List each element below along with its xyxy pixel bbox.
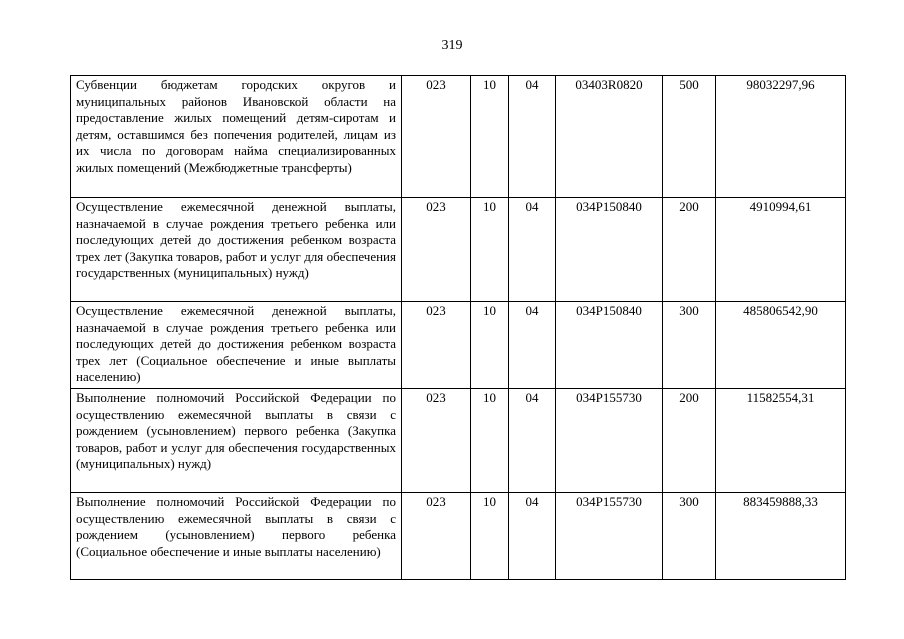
subsection-code: 04 [509,198,556,302]
row-description: Осуществление ежемесячной денежной выплаты, назначаемой в случае рождения третьего ребенка или последующих детей до достижения ребенком возраста трех лет (Социальное обеспечение и иные выплаты населению) [71,302,402,389]
amount-value: 485806542,90 [716,302,846,389]
expense-type-code: 200 [663,389,716,493]
ministry-code: 023 [402,389,471,493]
target-article-code: 034P150840 [556,302,663,389]
amount-value: 4910994,61 [716,198,846,302]
row-description: Выполнение полномочий Российской Федерации по осуществлению ежемесячной выплаты в связи с рождением (усыновлением) первого ребенка (Закупка товаров, работ и услуг для обеспечения государственных (муниципальных) нужд) [71,389,402,493]
amount-value: 883459888,33 [716,493,846,580]
target-article-code: 034P150840 [556,198,663,302]
ministry-code: 023 [402,198,471,302]
row-description: Осуществление ежемесячной денежной выплаты, назначаемой в случае рождения третьего ребенка или последующих детей до достижения ребенком возраста трех лет (Закупка товаров, работ и услуг для обеспечения государственных (муниципальных) нужд) [71,198,402,302]
subsection-code: 04 [509,76,556,198]
table-row [71,76,846,198]
page-number: 319 [441,38,463,53]
expense-type-code: 200 [663,198,716,302]
section-code: 10 [471,76,509,198]
ministry-code: 023 [402,493,471,580]
expense-type-code: 500 [663,76,716,198]
amount-value: 98032297,96 [716,76,846,198]
target-article-code: 03403R0820 [556,76,663,198]
table-row [71,493,846,580]
subsection-code: 04 [509,302,556,389]
target-article-code: 034P155730 [556,389,663,493]
budget-table [70,75,846,580]
ministry-code: 023 [402,76,471,198]
section-code: 10 [471,389,509,493]
target-article-code: 034P155730 [556,493,663,580]
table-row [71,302,846,389]
expense-type-code: 300 [663,302,716,389]
row-description: Выполнение полномочий Российской Федерации по осуществлению ежемесячной выплаты в связи с рождением (усыновлением) первого ребенка (Социальное обеспечение и иные выплаты населению) [71,493,402,580]
table-row [71,389,846,493]
section-code: 10 [471,198,509,302]
amount-value: 11582554,31 [716,389,846,493]
subsection-code: 04 [509,493,556,580]
section-code: 10 [471,493,509,580]
expense-type-code: 300 [663,493,716,580]
subsection-code: 04 [509,389,556,493]
ministry-code: 023 [402,302,471,389]
section-code: 10 [471,302,509,389]
table-row [71,198,846,302]
row-description: Субвенции бюджетам городских округов и муниципальных районов Ивановской области на предоставление жилых помещений детям-сиротам и детям, оставшимся без попечения родителей, лицам из их числа по договорам найма специализированных жилых помещений (Межбюджетные трансферты) [71,76,402,198]
